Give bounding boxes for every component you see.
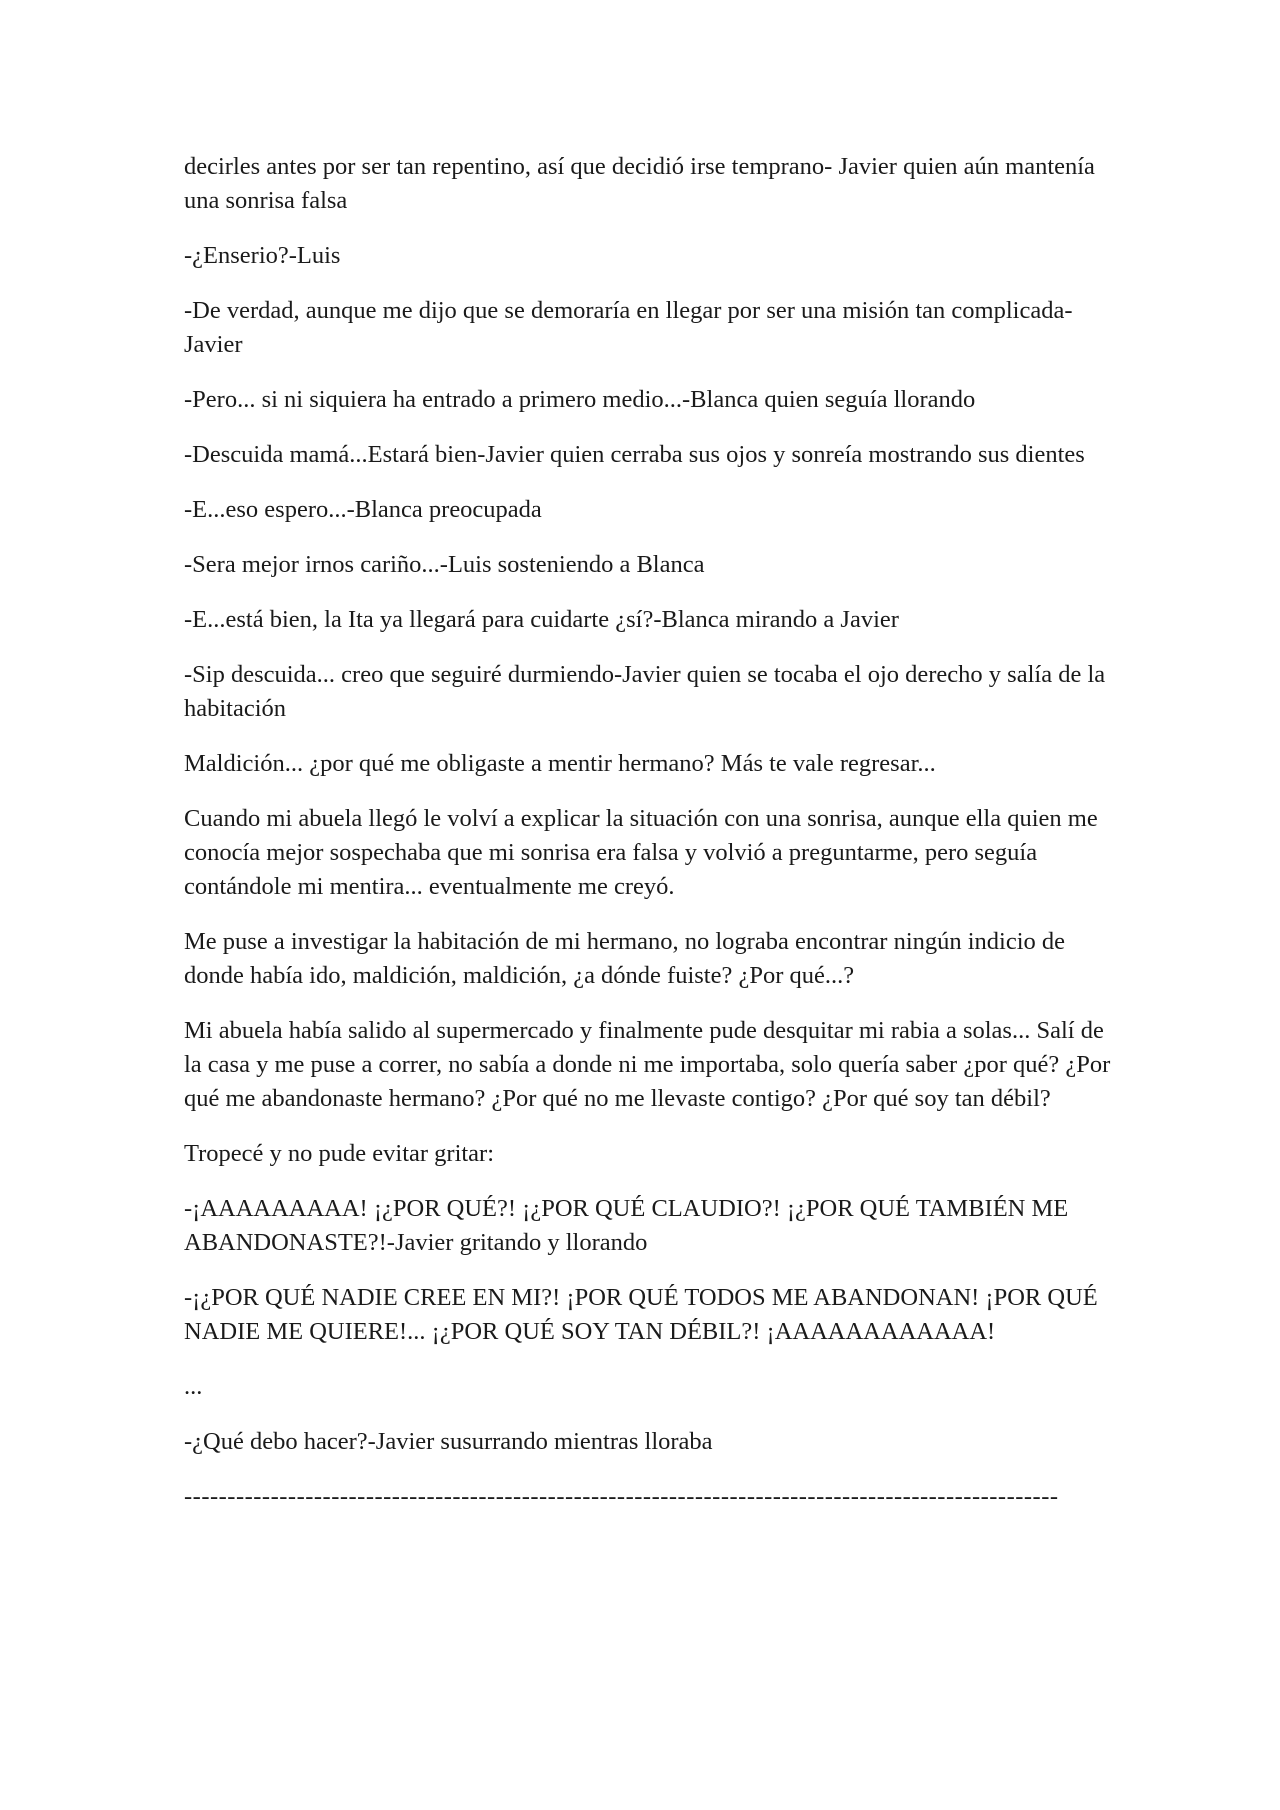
paragraph: Me puse a investigar la habitación de mi hermano, no lograba encontrar ningún indicio de donde había ido, maldición, maldición, ¿a dónde fuiste? ¿Por qué...?: [184, 928, 1066, 989]
paragraph: -¡AAAAAAAAA! ¡¿POR QUÉ?! ¡¿POR QUÉ CLAUDIO?! ¡¿POR QUÉ TAMBIÉN ME ABANDONASTE?!-Javier gritando y llorando: [184, 1195, 1069, 1256]
paragraph: Maldición... ¿por qué me obligaste a mentir hermano? Más te vale regresar...: [184, 750, 936, 777]
paragraph: -Pero... si ni siquiera ha entrado a primero medio...-Blanca quien seguía llorando: [184, 386, 976, 413]
paragraph: -De verdad, aunque me dijo que se demoraría en llegar por ser una misión tan complicada- Javier: [184, 297, 1073, 358]
paragraph: ...: [184, 1373, 203, 1400]
paragraph: -Sera mejor irnos cariño...-Luis sosteniendo a Blanca: [184, 551, 705, 578]
paragraph: -Descuida mamá...Estará bien-Javier quien cerraba sus ojos y sonreía mostrando sus dientes: [184, 441, 1085, 468]
paragraph: decirles antes por ser tan repentino, así que decidió irse temprano- Javier quien aún mantenía una sonrisa falsa: [184, 153, 1095, 214]
paragraph: Cuando mi abuela llegó le volví a explicar la situación con una sonrisa, aunque ella quien me conocía mejor sospechaba que mi sonrisa era falsa y volvió a preguntarme, pero seguía contándole mi mentira... eventualmente me creyó.: [184, 805, 1098, 900]
paragraph: -E...eso espero...-Blanca preocupada: [184, 496, 542, 523]
body-text: [184, 150, 1114, 1535]
paragraph: -¡¿POR QUÉ NADIE CREE EN MI?! ¡POR QUÉ TODOS ME ABANDONAN! ¡POR QUÉ NADIE ME QUIERE!... ¡¿POR QUÉ SOY TAN DÉBIL?! ¡AAAAAAAAAAAA!: [184, 1284, 1098, 1345]
paragraph: Mi abuela había salido al supermercado y finalmente pude desquitar mi rabia a solas... Salí de la casa y me puse a correr, no sabía a donde ni me importaba, solo quería saber ¿por qué? ¿Por qué me abandonaste hermano? ¿Por qué no me llevaste contigo? ¿Por qué soy tan débil?: [184, 1017, 1111, 1112]
paragraph: -¿Enserio?-Luis: [184, 242, 341, 269]
paragraph: Tropecé y no pude evitar gritar:: [184, 1140, 495, 1167]
paragraph: -¿Qué debo hacer?-Javier susurrando mientras lloraba: [184, 1428, 713, 1455]
section-separator: -----------------------------------------------------------------------------------------------------: [184, 1483, 1059, 1510]
paragraph: -E...está bien, la Ita ya llegará para cuidarte ¿sí?-Blanca mirando a Javier: [184, 606, 899, 633]
paragraph: -Sip descuida... creo que seguiré durmiendo-Javier quien se tocaba el ojo derecho y salía de la habitación: [184, 661, 1106, 722]
